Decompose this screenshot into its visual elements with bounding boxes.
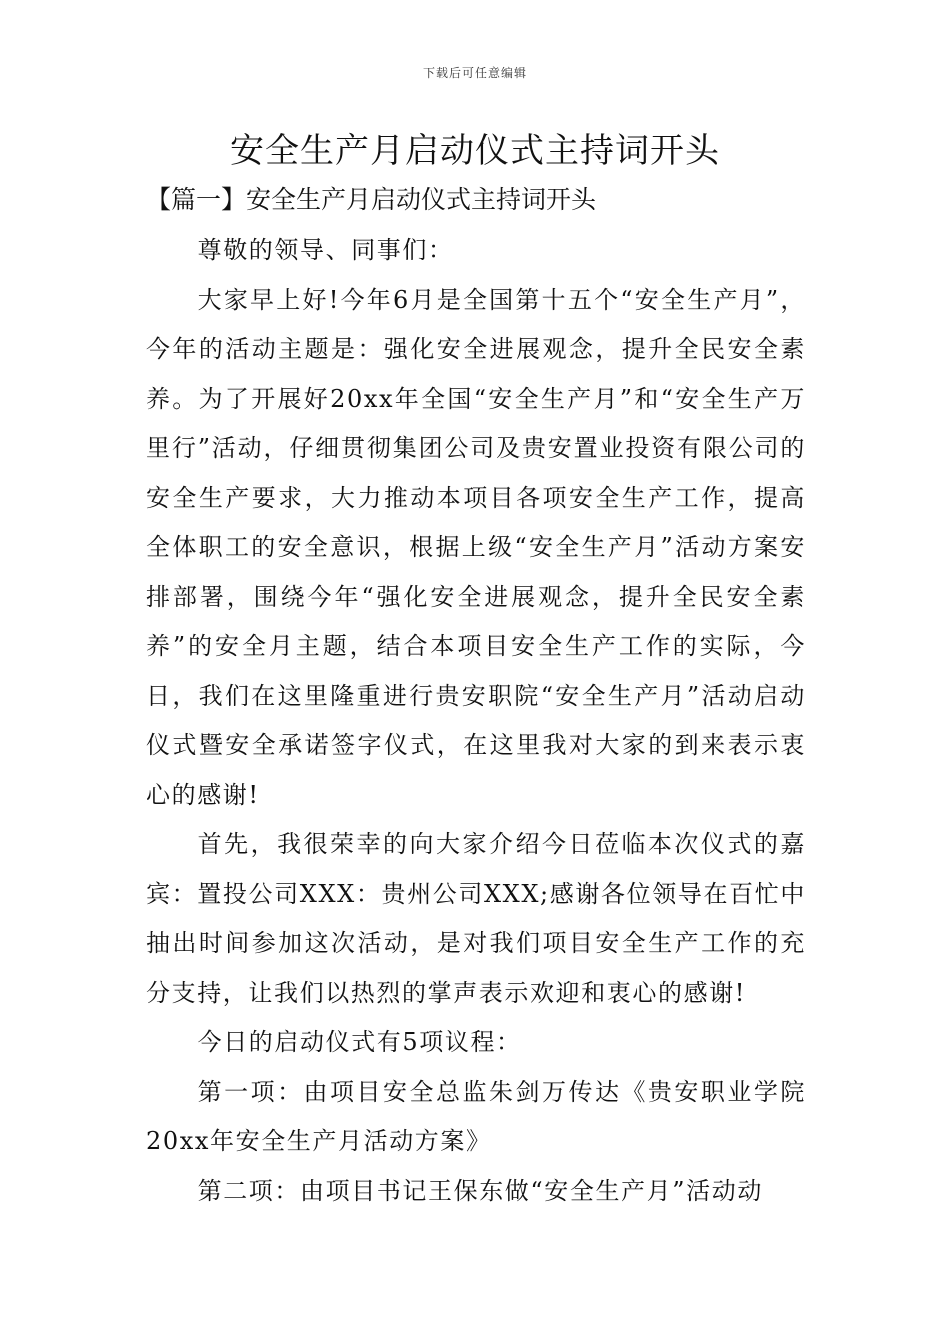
header-note: 下载后可任意编辑 — [422, 66, 527, 80]
paragraph-guests: 首先，我很荣幸的向大家介绍今日莅临本次仪式的嘉宾：置投公司XXX：贵州公司XXX;感谢各位领导在百忙中抽出时间参加这次活动，是对我们项目安全生产工作的充分支持，让我们以热烈的掌声表示欢迎和衷心的感谢! — [146, 830, 806, 1007]
paragraph-agenda-intro: 今日的启动仪式有5项议程： — [197, 1028, 522, 1056]
paragraph-agenda-item-2: 第二项：由项目书记王保东做“安全生产月”活动动 — [197, 1176, 763, 1205]
document-title: 安全生产月启动仪式主持词开头 — [230, 131, 720, 171]
paragraph-agenda-item-1: 第一项：由项目安全总监朱剑万传达《贵安职业学院20xx年安全生产月活动方案》 — [146, 1077, 806, 1155]
section-heading: 【篇一】安全生产月启动仪式主持词开头 — [146, 185, 597, 214]
document-body — [146, 226, 806, 1216]
paragraph-greeting: 尊敬的领导、同事们： — [197, 236, 454, 264]
paragraph-opening: 大家早上好!今年6月是全国第十五个“安全生产月”，今年的活动主题是：强化安全进展观念，提升全民安全素养。为了开展好20xx年全国“安全生产月”和“安全生产万里行”活动，仔细贯彻集团公司及贵安置业投资有限公司的安全生产要求，大力推动本项目各项安全生产工作，提高全体职工的安全意识，根据上级“安全生产月”活动方案安排部署，围绕今年“强化安全进展观念，提升全民安全素养”的安全月主题，结合本项目安全生产工作的实际，今日，我们在这里隆重进行贵安职院“安全生产月”活动启动仪式暨安全承诺签字仪式，在这里我对大家的到来表示衷心的感谢! — [146, 285, 806, 809]
